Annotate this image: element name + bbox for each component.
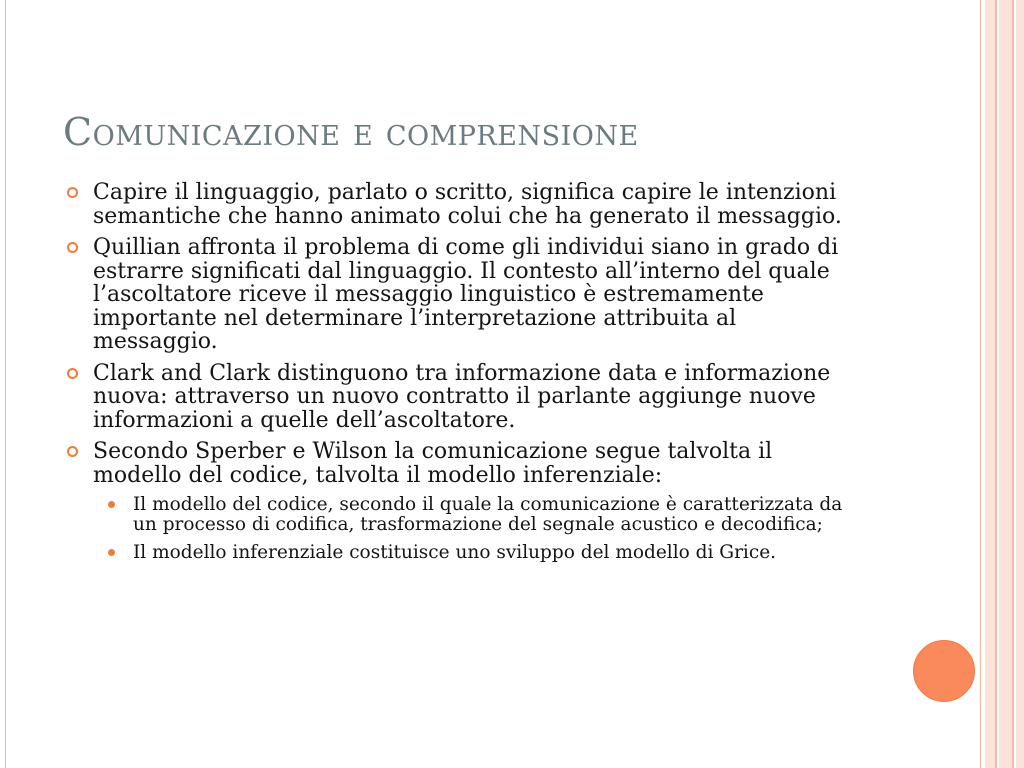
ring-bullet-icon [67, 187, 78, 198]
right-decorative-stripes [980, 0, 1024, 768]
stripe-line [995, 0, 997, 768]
stripe-band [999, 0, 1012, 768]
dot-bullet-icon [108, 549, 115, 556]
stripe-band [985, 0, 995, 768]
sub-bullet-item [66, 495, 866, 534]
bullet-text: Quillian affronta il problema di come gli individui siano in grado di estrarre significati dal linguaggio. Il contesto all’interno del quale l’ascoltatore riceve il messaggio linguistico è estremamente importante nel determinare l’interpretazione attribuita al messaggio. [93, 235, 839, 354]
decorative-circle [913, 640, 975, 702]
dot-bullet-icon [108, 501, 115, 508]
bullet-item [66, 181, 866, 228]
stripe-line [1012, 0, 1014, 768]
sub-bullet-text: Il modello del codice, secondo il quale la comunicazione è caratterizzata da un processo di codifica, trasformazione del segnale acustico e decodifica; [133, 494, 843, 535]
sub-bullet-text: Il modello inferenziale costituisce uno sviluppo del modello di Grice. [133, 542, 777, 563]
bullet-item [66, 362, 866, 433]
slide-title: Comunicazione e comprensione [63, 110, 639, 154]
ring-bullet-icon [67, 368, 78, 379]
bullet-item [66, 236, 866, 354]
bullet-text: Clark and Clark distinguono tra informazione data e informazione nuova: attraverso un nuovo contratto il parlante aggiunge nuove informazioni a quelle dell’ascoltatore. [93, 360, 831, 433]
bullet-text: Capire il linguaggio, parlato o scritto, significa capire le intenzioni semantiche che hanno animato colui che ha generato il messaggio. [93, 180, 842, 229]
bullet-text: Secondo Sperber e Wilson la comunicazione segue talvolta il modello del codice, talvolta il modello inferenziale: [93, 439, 773, 488]
ring-bullet-icon [67, 242, 78, 253]
sub-bullet-item [66, 543, 866, 563]
ring-bullet-icon [67, 446, 78, 457]
stripe-line [980, 0, 981, 768]
stripe-band [1016, 0, 1024, 768]
left-border-line [5, 0, 6, 768]
bullet-item [66, 440, 866, 487]
slide-body [66, 181, 866, 572]
